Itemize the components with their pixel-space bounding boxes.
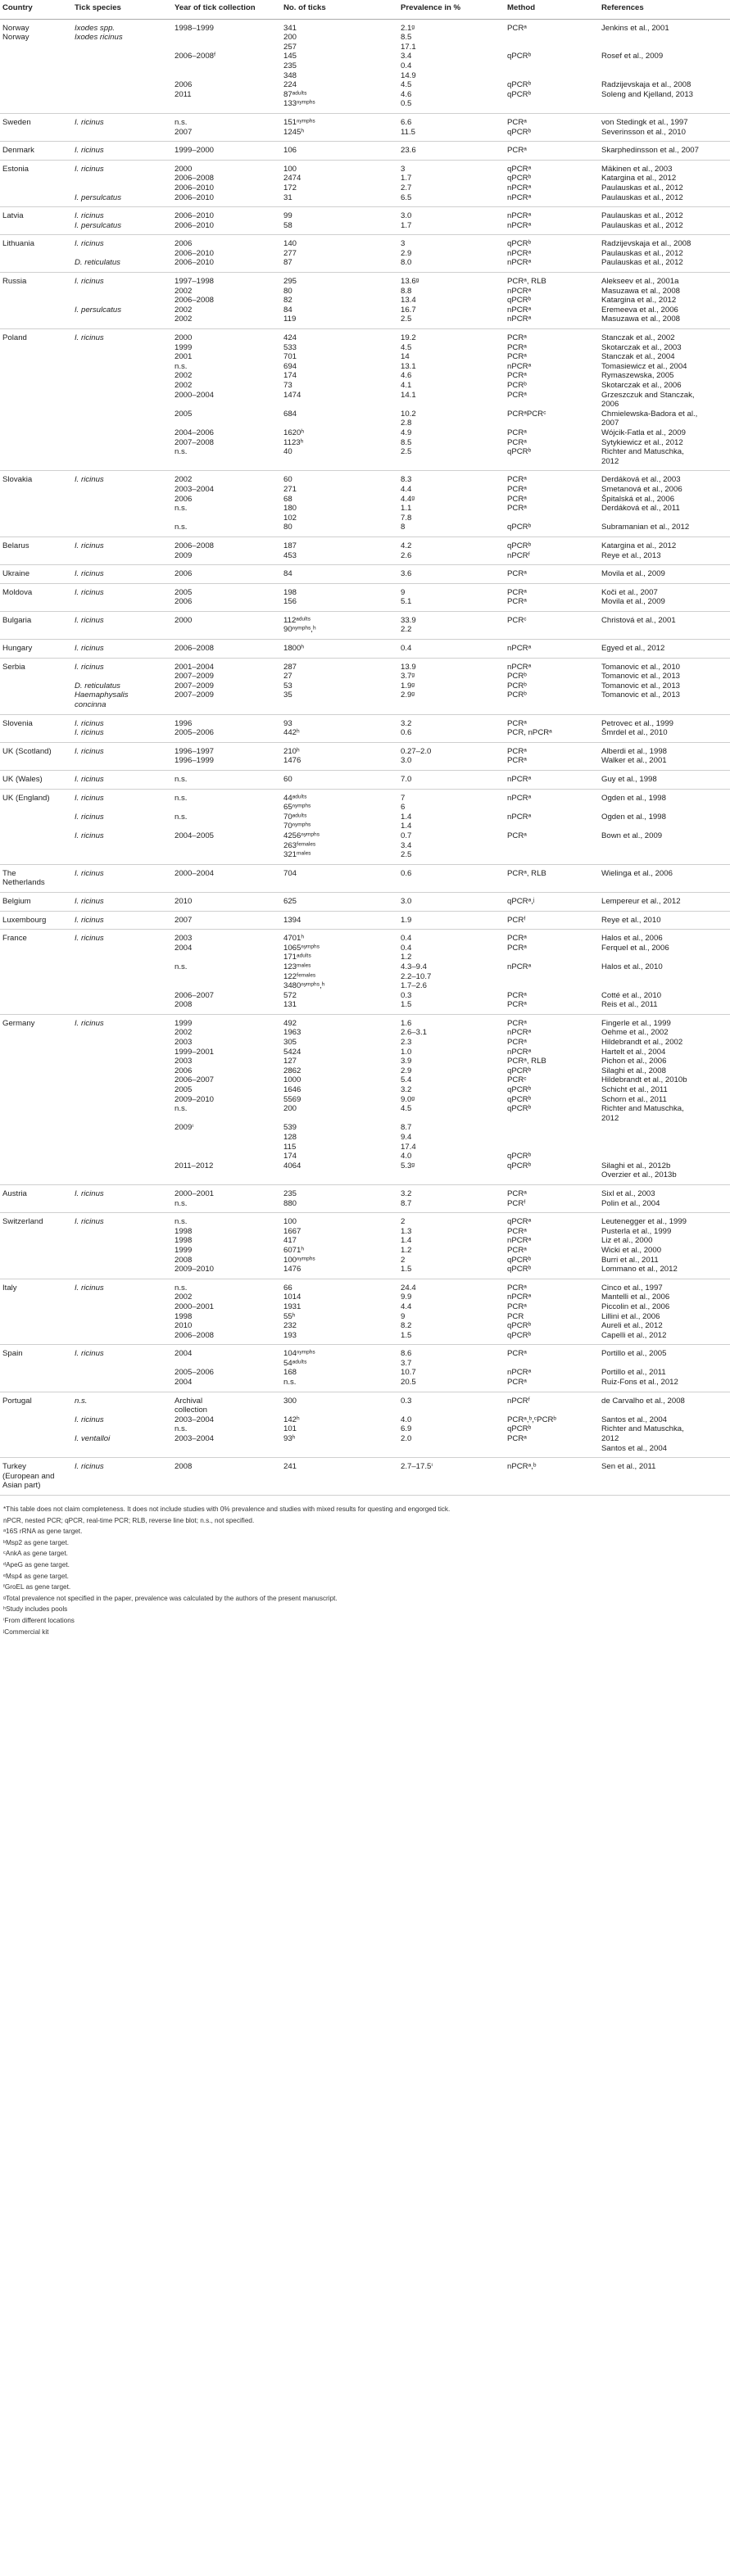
prevalence-cell: 3.0 1.7 [398,207,505,235]
country-cell: Austria [0,1184,72,1212]
tick-species-cell: I. ricinus [72,142,172,161]
table-row [0,536,730,564]
no-of-ticks-cell: 625 [281,892,398,911]
method-cell: PCRᵃ nPCRᵃ PCRᵃ PCR qPCRᵇ qPCRᵇ [505,1279,599,1345]
no-of-ticks-cell: 295 80 82 84 119 [281,273,398,329]
references-cell: Cinco et al., 1997 Mantelli et al., 2006 Piccolin et al., 2006 Lillini et al., 2006 Aureli et al., 2012 Capelli et al., 2012 [599,1279,730,1345]
tick-species-cell: I. ricinus [72,892,172,911]
year-cell: 1997–1998 2002 2006–2008 2002 2002 [172,273,281,329]
table-row [0,142,730,161]
tick-species-cell: I. ricinus [72,113,172,141]
year-cell: 2000–2004 [172,864,281,892]
tick-species-cell: I. ricinus [72,771,172,790]
tick-species-cell: I. ricinus [72,583,172,611]
year-cell: 2006–2008 [172,640,281,659]
year-cell: n.s. 2002 2000–2001 1998 2010 2006–2008 [172,1279,281,1345]
no-of-ticks-cell: 287 27 53 35 [281,658,398,714]
country-cell: Slovakia [0,471,72,537]
method-cell: PCRᵃ PCRᵃ PCRᵃ nPCRᵃ PCRᵃ PCRᵇ PCRᵃ PCRᵃPCRᶜ PCRᵃ PCRᵃ qPCRᵇ [505,329,599,471]
prevalence-cell: 2.7–17.5ⁱ [398,1458,505,1496]
no-of-ticks-cell: 44ᵃᵈᵘˡᵗˢ 65ⁿʸᵐᵖʰˢ 70ᵃᵈᵘˡᵗˢ 70ⁿʸᵐᵖʰˢ 4256ⁿʸᵐᵖʰˢ 263ᶠᵉᵐᵃˡᵉˢ 321ᵐᵃˡᵉˢ [281,789,398,864]
table-row [0,583,730,611]
tick-species-cell: Ixodes spp. Ixodes ricinus [72,19,172,113]
tick-species-cell: I. ricinus [72,1213,172,1279]
country-cell: Moldova [0,583,72,611]
prevalence-cell: 13.9 3.7ᵍ 1.9ᵍ 2.9ᵍ [398,658,505,714]
country-cell: Estonia [0,160,72,206]
country-cell: Denmark [0,142,72,161]
tick-species-cell: I. ricinus [72,565,172,584]
method-cell: qPCRᵇ nPCRᵃ nPCRᵃ [505,235,599,273]
method-cell: nPCRᶠ PCRᵃ,ᵇ,ᶜPCRᵇ qPCRᵇ PCRᵃ [505,1392,599,1458]
tick-species-cell: I. ricinus [72,1345,172,1392]
method-cell: PCRᵃ qPCRᵇ qPCRᵇ qPCRᵇ [505,19,599,113]
method-cell: qPCRᵃ,ʲ [505,892,599,911]
year-cell: Archival collection 2003–2004 n.s. 2003–2004 [172,1392,281,1458]
prevalence-cell: 0.4 0.4 1.2 4.3–9.4 2.2–10.7 1.7–2.6 0.3 1.5 [398,930,505,1015]
no-of-ticks-cell: 1800ʰ [281,640,398,659]
country-cell: Spain [0,1345,72,1392]
table-row [0,329,730,471]
prevalence-cell: 0.3 4.0 6.9 2.0 [398,1392,505,1458]
year-cell: 2008 [172,1458,281,1496]
table-footnotes [0,1496,730,1637]
no-of-ticks-cell: 235 880 [281,1184,398,1212]
year-cell: 2010 [172,892,281,911]
no-of-ticks-cell: 66 1014 1931 55ʰ 232 193 [281,1279,398,1345]
year-cell: n.s. n.s. 2004–2005 [172,789,281,864]
no-of-ticks-cell: 341 200 257 145 235 348 224 87ᵃᵈᵘˡᵗˢ 133ⁿʸᵐᵖʰˢ [281,19,398,113]
prevalence-cell: 3.2 0.6 [398,714,505,742]
references-cell: Leutenegger et al., 1999 Pusterla et al., 1999 Liz et al., 2000 Wicki et al., 2000 Burri et al., 2011 Lommano et al., 2012 [599,1213,730,1279]
tick-species-cell: I. ricinus I. persulcatus [72,160,172,206]
prevalence-cell: 1.9 [398,911,505,930]
method-cell: nPCRᵃ,ᵇ [505,1458,599,1496]
year-cell: 2006 [172,565,281,584]
table-row [0,1279,730,1345]
year-cell: n.s. 1998 1998 1999 2008 2009–2010 [172,1213,281,1279]
table-row [0,789,730,864]
table-row [0,1184,730,1212]
table-body [0,19,730,1495]
country-cell: Portugal [0,1392,72,1458]
table-row [0,611,730,639]
tick-species-cell: I. ricinus I. ricinus I. ricinus [72,789,172,864]
table-row [0,864,730,892]
table-row [0,1458,730,1496]
references-cell: Portillo et al., 2005 Portillo et al., 2011 Ruiz-Fons et al., 2012 [599,1345,730,1392]
method-cell: PCRᵃ nPCRᵃ PCRᵃ [505,1345,599,1392]
references-cell: Radzijevskaja et al., 2008 Paulauskas et al., 2012 Paulauskas et al., 2012 [599,235,730,273]
method-cell: nPCRᵃ nPCRᵃ [505,207,599,235]
year-cell: 1996 2005–2006 [172,714,281,742]
method-cell: nPCRᵃ PCRᵇ PCRᵇ PCRᵇ [505,658,599,714]
tick-species-cell: I. ricinus I. ricinus [72,714,172,742]
country-cell: Turkey (European and Asian part) [0,1458,72,1496]
prevalence-cell: 0.6 [398,864,505,892]
references-cell: Koči et al., 2007 Movila et al., 2009 [599,583,730,611]
country-cell: Italy [0,1279,72,1345]
no-of-ticks-cell: 60 [281,771,398,790]
column-header-method: Method [505,2,599,19]
country-cell: Lithuania [0,235,72,273]
year-cell: 2003 2004 n.s. 2006–2007 2008 [172,930,281,1015]
references-cell: Jenkins et al., 2001 Rosef et al., 2009 Radzijevskaja et al., 2008 Soleng and Kjelland, 2013 [599,19,730,113]
table-row [0,714,730,742]
footnote: ᵍTotal prevalence not specified in the paper, prevalence was calculated by the authors of the present manuscript. [3,1594,338,1602]
prevalence-cell: 3 1.7 2.7 6.5 [398,160,505,206]
no-of-ticks-cell: 104ⁿʸᵐᵖʰˢ 54ᵃᵈᵘˡᵗˢ 168 n.s. [281,1345,398,1392]
tick-species-cell: n.s. I. ricinus I. ventalloi [72,1392,172,1458]
references-cell: Ogden et al., 1998 Ogden et al., 1998 Bown et al., 2009 [599,789,730,864]
references-cell: Fingerle et al., 1999 Oehme et al., 2002 Hildebrandt et al., 2002 Hartelt et al., 2004 Pichon et al., 2006 Silaghi et al., 2008 Hildebrandt et al., 2010b Schicht et al., 2011 Schorn et al., 2011 Richter and Matuschka, 2012 Silaghi et al., 2012b Overzier et al., 2013b [599,1014,730,1184]
references-cell: Reye et al., 2010 [599,911,730,930]
prevalence-cell: 2.1ᵍ 8.5 17.1 3.4 0.4 14.9 4.5 4.6 0.5 [398,19,505,113]
no-of-ticks-cell: 424 533 701 694 174 73 1474 684 1620ʰ 1123ʰ 40 [281,329,398,471]
references-cell: Derdáková et al., 2003 Smetanová et al., 2006 Špitalská et al., 2006 Derdáková et al., 2011 Subramanian et al., 2012 [599,471,730,537]
no-of-ticks-cell: 112ᵃᵈᵘˡᵗˢ 90ⁿʸᵐᵖʰˢ,ʰ [281,611,398,639]
method-cell: qPCRᵇ nPCRᶠ [505,536,599,564]
references-cell: Lempereur et al., 2012 [599,892,730,911]
no-of-ticks-cell: 140 277 87 [281,235,398,273]
references-cell: Petrovec et al., 1999 Šmrdel et al., 2010 [599,714,730,742]
no-of-ticks-cell: 93 442ʰ [281,714,398,742]
method-cell: PCRᵃ [505,142,599,161]
country-cell: France [0,930,72,1015]
table-row [0,471,730,537]
footnote: ᶜAnkA as gene target. [3,1550,68,1558]
prevalence-cell: 19.2 4.5 14 13.1 4.6 4.1 14.1 10.2 2.8 4.9 8.5 2.5 [398,329,505,471]
prevalence-cell: 3.6 [398,565,505,584]
table-row [0,160,730,206]
references-cell: Alberdi et al., 1998 Walker et al., 2001 [599,742,730,770]
prevalence-cell: 33.9 2.2 [398,611,505,639]
prevalence-cell: 3 2.9 8.0 [398,235,505,273]
method-cell: PCRᵃ qPCRᵇ [505,113,599,141]
year-cell: 2006–2010 2006–2010 [172,207,281,235]
year-cell: 2001–2004 2007–2009 2007–2009 2007–2009 [172,658,281,714]
method-cell: PCRᵃ, RLB nPCRᵃ qPCRᵇ nPCRᵃ nPCRᵃ [505,273,599,329]
method-cell: PCRᶜ [505,611,599,639]
country-cell: UK (Wales) [0,771,72,790]
prevalence-cell: 24.4 9.9 4.4 9 8.2 1.5 [398,1279,505,1345]
tick-species-cell: I. ricinus [72,1458,172,1496]
year-cell: 2006 2006–2010 2006–2010 [172,235,281,273]
references-cell: Egyed et al., 2012 [599,640,730,659]
table-row [0,1392,730,1458]
year-cell: 2004 2005–2006 2004 [172,1345,281,1392]
method-cell: nPCRᵃ [505,640,599,659]
column-header-prevalence: Prevalence in % [398,2,505,19]
tick-species-cell: I. ricinus [72,864,172,892]
method-cell: PCRᵃ PCRᵃ [505,742,599,770]
references-cell: Katargina et al., 2012 Reye et al., 2013 [599,536,730,564]
no-of-ticks-cell: 151ⁿʸᵐᵖʰˢ 1245ʰ [281,113,398,141]
footnote: *This table does not claim completeness. It does not include studies with 0% prevalence and studies with mixed results for questing and engorged tick. [3,1505,451,1513]
no-of-ticks-cell: 210ʰ 1476 [281,742,398,770]
country-cell: Switzerland [0,1213,72,1279]
country-cell: Germany [0,1014,72,1184]
references-cell: Wielinga et al., 2006 [599,864,730,892]
references-cell: Alekseev et al., 2001a Masuzawa et al., 2008 Katargina et al., 2012 Eremeeva et al., 2006 Masuzawa et al., 2008 [599,273,730,329]
footnote: ⁱFrom different locations [3,1616,75,1624]
no-of-ticks-cell: 100 2474 172 31 [281,160,398,206]
country-cell: Sweden [0,113,72,141]
references-cell: Paulauskas et al., 2012 Paulauskas et al., 2012 [599,207,730,235]
column-header-no-of-ticks: No. of ticks [281,2,398,19]
tick-species-cell: I. ricinus [72,471,172,537]
prevalence-cell: 7.0 [398,771,505,790]
prevalence-cell: 8.6 3.7 10.7 20.5 [398,1345,505,1392]
references-cell: Guy et al., 1998 [599,771,730,790]
year-cell: 1996–1997 1996–1999 [172,742,281,770]
column-header-references: References [599,2,730,19]
table-row [0,1345,730,1392]
no-of-ticks-cell: 100 1667 417 6071ʰ 100ⁿʸᵐᵖʰˢ 1476 [281,1213,398,1279]
year-cell: 2006–2008 2009 [172,536,281,564]
prevalence-table [0,2,730,1496]
no-of-ticks-cell: 4701ʰ 1065ⁿʸᵐᵖʰˢ 171ᵃᵈᵘˡᵗˢ 123ᵐᵃˡᵉˢ 122ᶠᵉᵐᵃˡᵉˢ 3480ⁿʸᵐᵖʰˢ,ʰ 572 131 [281,930,398,1015]
prevalence-cell: 0.27–2.0 3.0 [398,742,505,770]
country-cell: Luxembourg [0,911,72,930]
tick-species-cell: I. ricinus D. reticulatus Haemaphysalis concinna [72,658,172,714]
year-cell: 1998–1999 2006–2008ᶠ 2006 2011 [172,19,281,113]
year-cell: 2000 2006–2008 2006–2010 2006–2010 [172,160,281,206]
method-cell: PCRᵃ [505,565,599,584]
footnote: ᶠGroEL as gene target. [3,1583,71,1591]
references-cell: Sen et al., 2011 [599,1458,730,1496]
method-cell: PCRᵃ, RLB [505,864,599,892]
no-of-ticks-cell: 492 1963 305 5424 127 2862 1000 1646 5569 200 539 128 115 174 4064 [281,1014,398,1184]
no-of-ticks-cell: 241 [281,1458,398,1496]
country-cell: Poland [0,329,72,471]
tick-species-cell: I. ricinus [72,640,172,659]
country-cell: Russia [0,273,72,329]
method-cell: PCRᶠ [505,911,599,930]
method-cell: qPCRᵃ qPCRᵇ nPCRᵃ nPCRᵃ [505,160,599,206]
country-cell: Belarus [0,536,72,564]
year-cell: n.s. 2007 [172,113,281,141]
table-row [0,911,730,930]
references-cell: Mäkinen et al., 2003 Katargina et al., 2012 Paulauskas et al., 2012 Paulauskas et al., 2012 [599,160,730,206]
year-cell: 2000–2001 n.s. [172,1184,281,1212]
footnote: nPCR, nested PCR; qPCR, real-time PCR; RLB, reverse line blot; n.s., not specified. [3,1516,255,1524]
method-cell: PCRᵃ PCR, nPCRᵃ [505,714,599,742]
method-cell: PCRᵃ nPCRᵃ PCRᵃ nPCRᵃ PCRᵃ, RLB qPCRᵇ PCRᶜ qPCRᵇ qPCRᵇ qPCRᵇ qPCRᵇ qPCRᵇ [505,1014,599,1184]
no-of-ticks-cell: 198 156 [281,583,398,611]
year-cell: 1999–2000 [172,142,281,161]
no-of-ticks-cell: 99 58 [281,207,398,235]
table-row [0,273,730,329]
table-row [0,1213,730,1279]
column-header-tick-species: Tick species [72,2,172,19]
year-cell: 2000 [172,611,281,639]
country-cell: UK (England) [0,789,72,864]
method-cell: PCRᵃ PCRᵃ nPCRᵃ PCRᵃ PCRᵃ [505,930,599,1015]
tick-species-cell: I. ricinus D. reticulatus [72,235,172,273]
references-cell: Movila et al., 2009 [599,565,730,584]
tick-species-cell: I. ricinus [72,1279,172,1345]
country-cell: Slovenia [0,714,72,742]
tick-species-cell: I. ricinus [72,329,172,471]
table-header-row [0,2,730,19]
country-cell: Bulgaria [0,611,72,639]
prevalence-cell: 8.3 4.4 4.4ᵍ 1.1 7.8 8 [398,471,505,537]
table-row [0,742,730,770]
table-row [0,771,730,790]
tick-species-cell: I. ricinus [72,1014,172,1184]
prevalence-cell: 13.6ᵍ 8.8 13.4 16.7 2.5 [398,273,505,329]
country-cell: Hungary [0,640,72,659]
column-header-country: Country [0,2,72,19]
footnote: ʰStudy includes pools [3,1605,68,1614]
year-cell: 2000 1999 2001 n.s. 2002 2002 2000–2004 2005 2004–2006 2007–2008 n.s. [172,329,281,471]
no-of-ticks-cell: 300 142ʰ 101 93ʰ [281,1392,398,1458]
footnote: ᵇMsp2 as gene target. [3,1538,70,1546]
prevalence-cell: 23.6 [398,142,505,161]
tick-species-cell: I. ricinus [72,911,172,930]
tick-species-cell: I. ricinus I. persulcatus [72,207,172,235]
prevalence-cell: 9 5.1 [398,583,505,611]
table-row [0,1014,730,1184]
country-cell: Ukraine [0,565,72,584]
country-cell: Latvia [0,207,72,235]
prevalence-cell: 7 6 1.4 1.4 0.7 3.4 2.5 [398,789,505,864]
year-cell: 2005 2006 [172,583,281,611]
references-cell: de Carvalho et al., 2008 Santos et al., 2004 Richter and Matuschka, 2012 Santos et al., 2004 [599,1392,730,1458]
table-row [0,565,730,584]
table-row [0,235,730,273]
tick-species-cell: I. ricinus [72,536,172,564]
prevalence-cell: 2 1.3 1.4 1.2 2 1.5 [398,1213,505,1279]
no-of-ticks-cell: 1394 [281,911,398,930]
references-cell: Skarphedinsson et al., 2007 [599,142,730,161]
prevalence-cell: 1.6 2.6–3.1 2.3 1.0 3.9 2.9 5.4 3.2 9.0ᵍ 4.5 8.7 9.4 17.4 4.0 5.3ᵍ [398,1014,505,1184]
table-row [0,640,730,659]
method-cell: qPCRᵃ PCRᵃ nPCRᵃ PCRᵃ qPCRᵇ qPCRᵇ [505,1213,599,1279]
method-cell: PCRᵃ PCRᵃ PCRᵃ PCRᵃ qPCRᵇ [505,471,599,537]
prevalence-cell: 0.4 [398,640,505,659]
no-of-ticks-cell: 84 [281,565,398,584]
tick-species-cell: I. ricinus [72,742,172,770]
country-cell: Norway Norway [0,19,72,113]
references-cell: Christová et al., 2001 [599,611,730,639]
footnote: ᵃ16S rRNA as gene target. [3,1528,83,1536]
table-row [0,892,730,911]
country-cell: The Netherlands [0,864,72,892]
references-cell: Stanczak et al., 2002 Skotarczak et al., 2003 Stanczak et al., 2004 Tomasiewicz et al., 2004 Rymaszewska, 2005 Skotarczak et al., 2006 Grzeszczuk and Stanczak, 2006 Chmielewska-Badora et al., 2007 Wójcik-Fatla et al., 2009 Sytykiewicz et al., 2012 Richter and Matuschka, 2012 [599,329,730,471]
prevalence-cell: 3.2 8.7 [398,1184,505,1212]
method-cell: PCRᵃ PCRᵃ [505,583,599,611]
country-cell: Belgium [0,892,72,911]
footnote: ʲCommercial kit [3,1628,49,1636]
table-row [0,113,730,141]
table-row [0,19,730,113]
tick-species-cell: I. ricinus [72,930,172,1015]
no-of-ticks-cell: 60 271 68 180 102 80 [281,471,398,537]
column-header-year: Year of tick collection [172,2,281,19]
method-cell: PCRᵃ PCRᶠ [505,1184,599,1212]
no-of-ticks-cell: 106 [281,142,398,161]
references-cell: Sixl et al., 2003 Polin et al., 2004 [599,1184,730,1212]
references-cell: von Stedingk et al., 1997 Severinsson et al., 2010 [599,113,730,141]
references-cell: Tomanovic et al., 2010 Tomanovic et al., 2013 Tomanovic et al., 2013 Tomanovic et al., 2013 [599,658,730,714]
table-row [0,207,730,235]
country-cell: Serbia [0,658,72,714]
footnote: ᵈApeG as gene target. [3,1560,70,1569]
tick-species-cell: I. ricinus I. persulcatus [72,273,172,329]
tick-species-cell: I. ricinus [72,611,172,639]
tick-species-cell: I. ricinus [72,1184,172,1212]
method-cell: nPCRᵃ nPCRᵃ PCRᵃ [505,789,599,864]
prevalence-cell: 3.0 [398,892,505,911]
references-cell: Halos et al., 2006 Ferquel et al., 2006 Halos et al., 2010 Cotté et al., 2010 Reis et al., 2011 [599,930,730,1015]
table-row [0,930,730,1015]
method-cell: nPCRᵃ [505,771,599,790]
no-of-ticks-cell: 187 453 [281,536,398,564]
year-cell: 2002 2003–2004 2006 n.s. n.s. [172,471,281,537]
year-cell: 1999 2002 2003 1999–2001 2003 2006 2006–2007 2005 2009–2010 n.s. 2009ⁱ 2011–2012 [172,1014,281,1184]
country-cell: UK (Scotland) [0,742,72,770]
no-of-ticks-cell: 704 [281,864,398,892]
footnote: ᵉMsp4 as gene target. [3,1572,69,1580]
prevalence-cell: 6.6 11.5 [398,113,505,141]
table-row [0,658,730,714]
year-cell: 2007 [172,911,281,930]
year-cell: n.s. [172,771,281,790]
prevalence-cell: 4.2 2.6 [398,536,505,564]
